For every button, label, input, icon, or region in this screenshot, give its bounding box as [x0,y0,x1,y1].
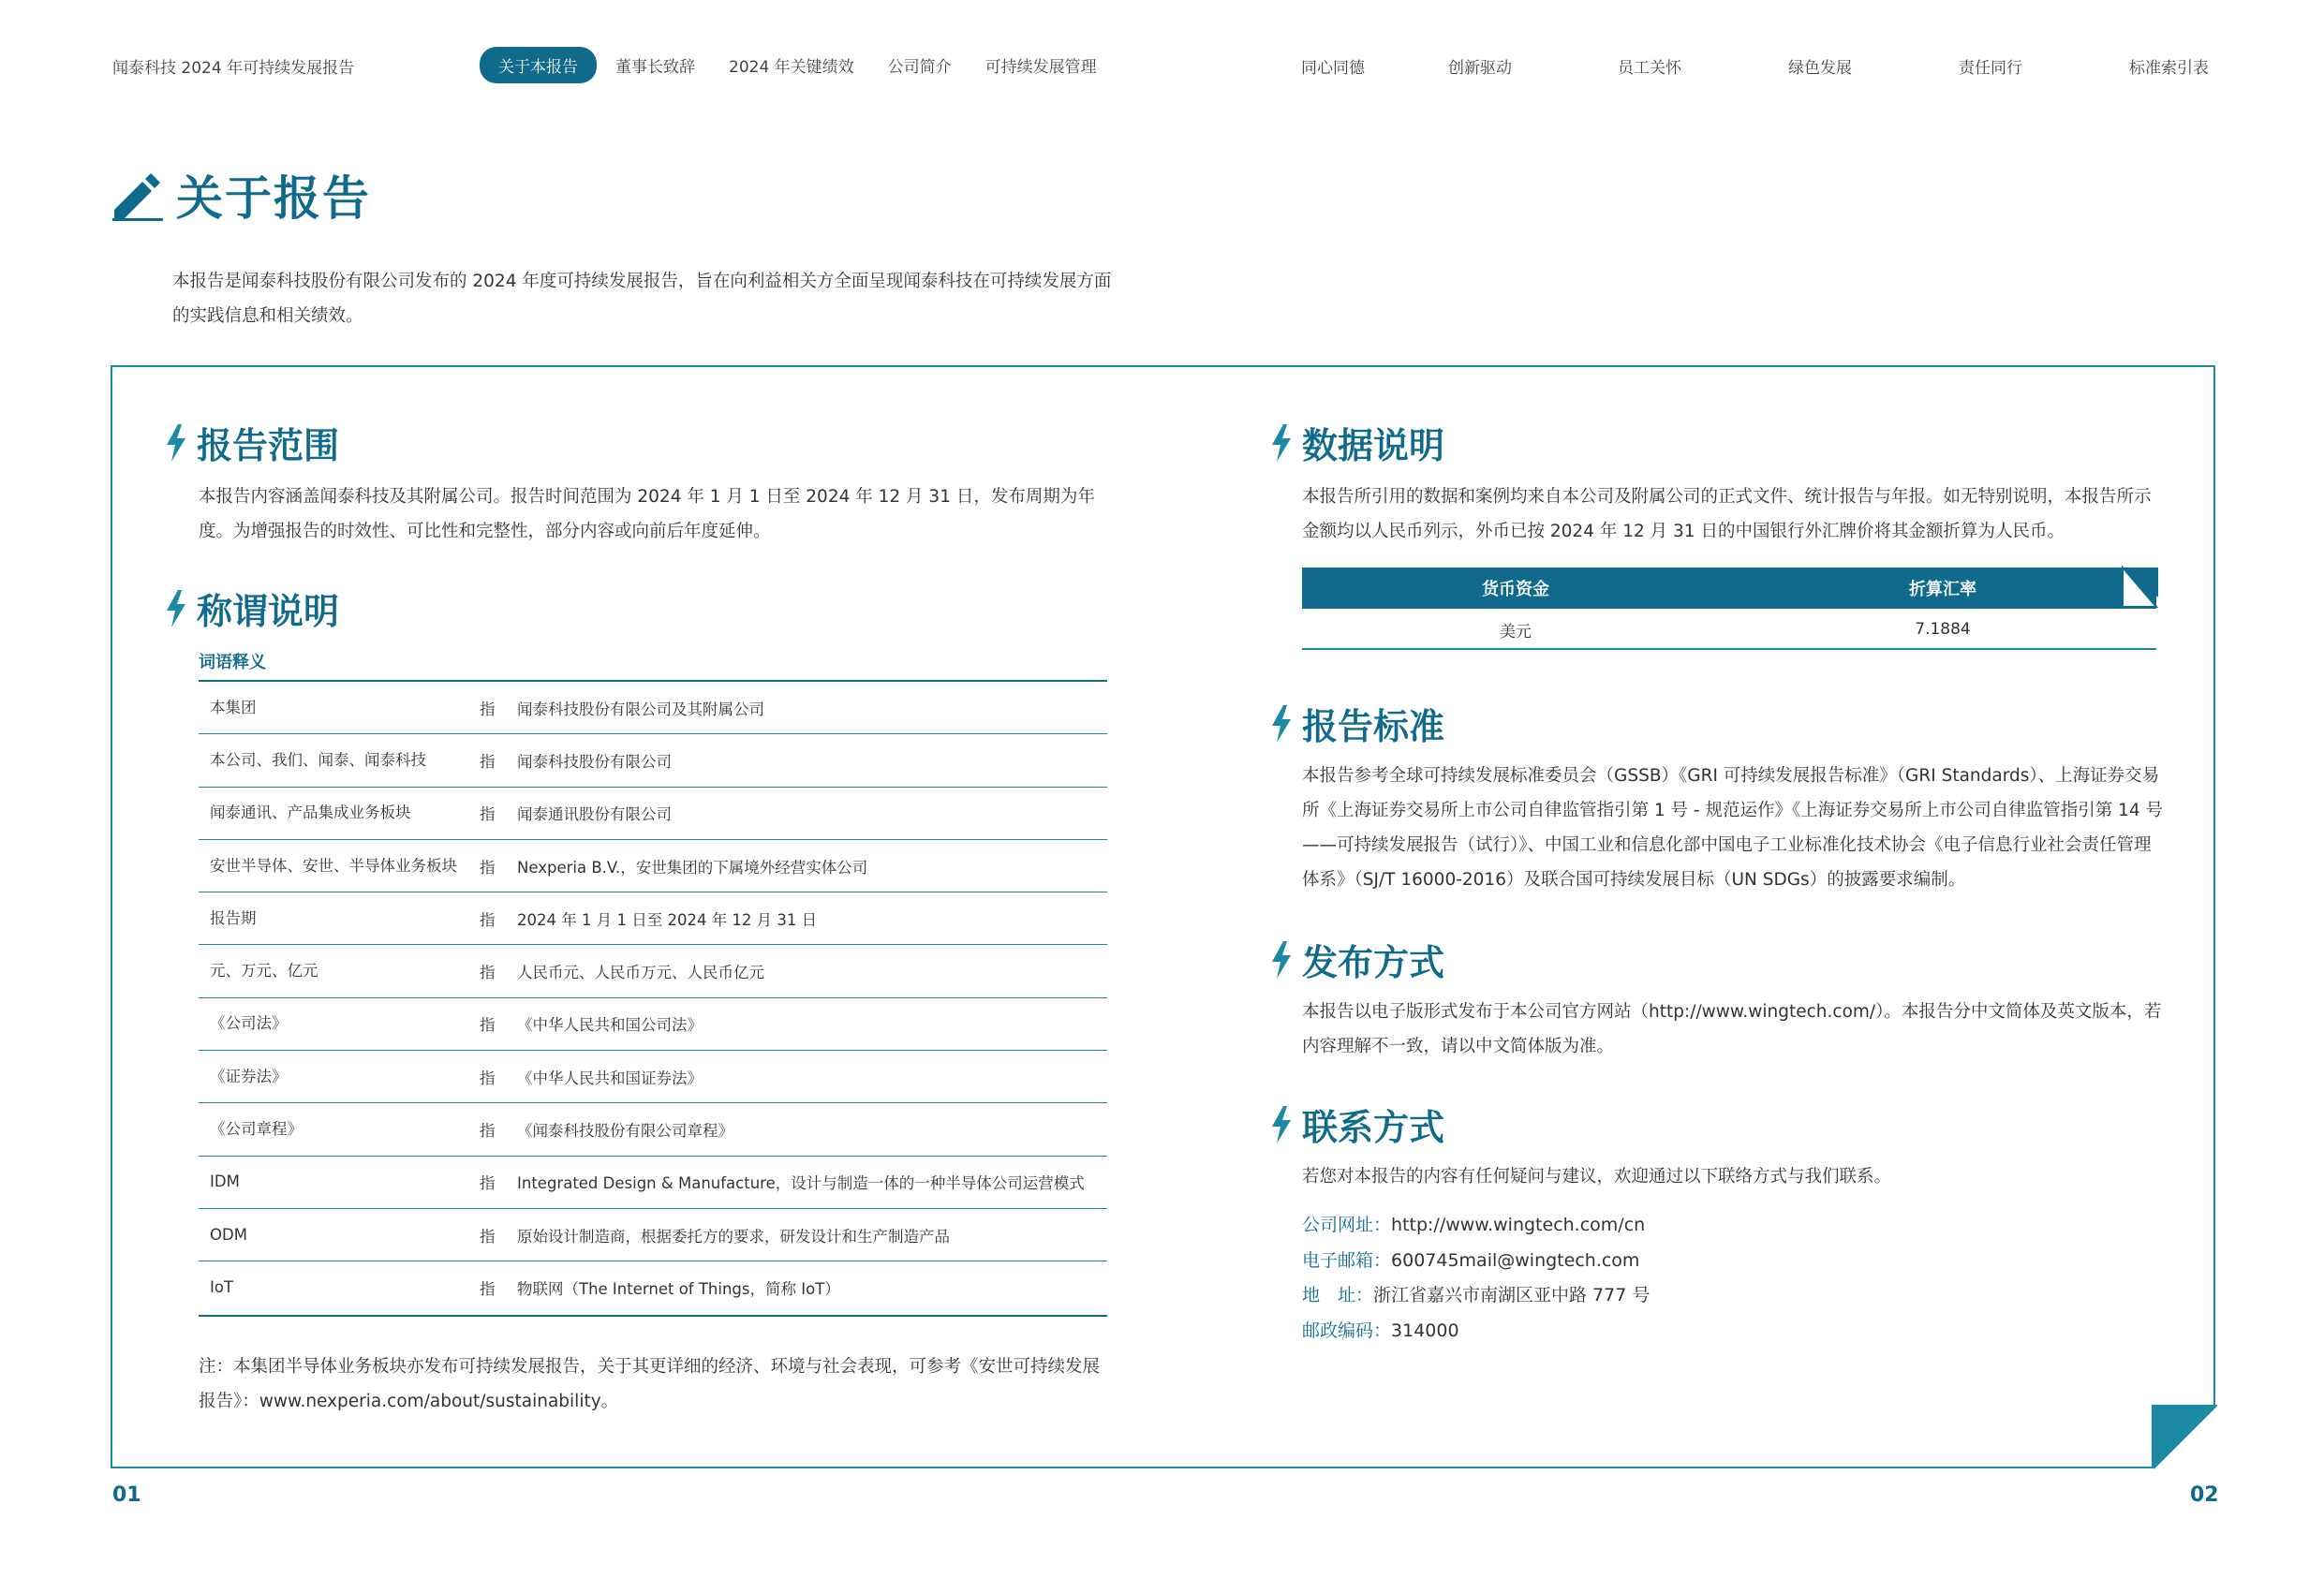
website-link[interactable]: http://www.wingtech.com/cn [1391,1215,1646,1235]
nav-standards-index[interactable]: 标准索引表 [2129,59,2209,78]
data-note-text: 本报告所引用的数据和案例均来自本公司及附属公司的正式文件、统计报告与年报。如无特别说明，本报告所示金额均以人民币列示，外币已按 2024 年 12 月 31 日的中国银行外汇牌价将其金额折算为人民币。 [1302,487,2152,541]
definition-cell: 原始设计制造商，根据委托方的要求，研发设计和生产制造产品 [517,1227,950,1246]
definition-cell: 《中华人民共和国公司法》 [517,1016,703,1035]
table-row [1302,609,2156,650]
refers-cell: 指 [480,964,496,982]
refers-cell: 指 [480,1174,496,1193]
refers-cell: 指 [480,1227,496,1246]
contact-address [1302,1278,1650,1314]
term-cell: 安世半导体、安世、半导体业务板块 [210,856,457,875]
refers-cell: 指 [480,910,496,929]
lightning-bolt-icon [165,590,187,627]
definition-cell: 闻泰科技股份有限公司及其附属公司 [517,700,764,718]
currency-table-header [1302,568,2156,609]
refers-cell: 指 [480,700,496,718]
definition-cell: 《闻泰科技股份有限公司章程》 [517,1122,733,1141]
email-label: 电子邮箱： [1302,1249,1392,1271]
section-standards-label: 报告标准 [1302,706,1445,747]
lightning-bolt-icon [1270,424,1293,462]
section-data-title [1270,417,1444,468]
email-link[interactable]: 600745mail@wingtech.com [1391,1249,1640,1271]
currency-cell: 美元 [1500,622,1532,642]
standards-text: 本报告参考全球可持续发展标准委员会（GSSB）《GRI 可持续发展报告标准》（GRI Standards）、上海证券交易所《上海证券交易所上市公司自律监管指引第 1 号 - 规范运作》《上海证券交易所上市公司自律监管指引第 14 号——可持续发展报告（试行）》、中国工业和信息化部中国电子工业标准化技术协会《电子信息行业社会责任管理体系》（SJ/T 16000-2016）及联合国可持续发展目标（UN SDGs）的披露要求编制。 [1302,766,2164,890]
definition-cell: Nexperia B.V.，安世集团的下属境外经营实体公司 [517,858,868,877]
definition-cell: Integrated Design & Manufacture，设计与制造一体的一种半导体公司运营模式 [517,1174,1085,1193]
nav-left-group [480,47,1131,83]
lightning-bolt-icon [165,424,187,462]
address-value: 浙江省嘉兴市南湖区亚中路 777 号 [1373,1285,1650,1305]
table-row [199,1051,1107,1103]
nav-green-development[interactable]: 绿色发展 [1788,59,1852,78]
table-row [199,998,1107,1051]
section-contact-label: 联系方式 [1302,1107,1445,1148]
table-row [199,1209,1107,1261]
section-contact-title [1270,1099,1444,1150]
contact-text: 若您对本报告的内容有任何疑问与建议，欢迎通过以下联络方式与我们联系。 [1302,1167,1892,1187]
section-publish-title [1270,934,1444,985]
terms-table [199,680,1107,1317]
terms-subtitle: 词语释义 [199,653,266,672]
page-number-left: 01 [112,1483,141,1507]
table-row [199,1103,1107,1156]
scope-text: 本报告内容涵盖闻泰科技及其附属公司。报告时间范围为 2024 年 1 月 1 日至 2024 年 12 月 31 日，发布周期为年度。为增强报告的时效性、可比性和完整性，部分内容或向前后年度延伸。 [199,487,1095,541]
address-label: 地 址： [1302,1285,1374,1305]
nav-innovation[interactable]: 创新驱动 [1448,59,1512,78]
definition-cell: 闻泰科技股份有限公司 [517,752,672,771]
section-terms-title [165,583,339,634]
top-navigation [0,45,2324,82]
page-title: 关于报告 [176,171,371,226]
term-cell: 本集团 [210,698,257,716]
website-label: 公司网址： [1302,1215,1392,1235]
table-row [199,682,1107,734]
postcode-label: 邮政编码： [1302,1320,1392,1341]
definition-cell: 物联网（The Internet of Things，简称 IoT） [517,1280,840,1299]
term-cell: 闻泰通讯、产品集成业务板块 [210,804,411,822]
nav-responsibility[interactable]: 责任同行 [1959,59,2022,78]
term-cell: 《公司章程》 [210,1120,303,1139]
contact-postcode [1302,1314,1650,1349]
term-cell: IoT [210,1278,234,1297]
nav-about-report[interactable]: 关于本报告 [480,47,597,83]
page-number-right: 02 [2190,1483,2219,1507]
table-row [199,734,1107,787]
nav-chairman-letter[interactable]: 董事长致辞 [615,58,695,77]
header-currency: 货币资金 [1482,580,1549,599]
term-cell: 元、万元、亿元 [210,962,318,981]
table-row [199,945,1107,997]
currency-table [1302,568,2156,650]
intro-paragraph: 本报告是闻泰科技股份有限公司发布的 2024 年度可持续发展报告，旨在向利益相关方全面呈现闻泰科技在可持续发展方面的实践信息和相关绩效。 [172,272,1112,326]
refers-cell: 指 [480,1280,496,1299]
section-terms-label: 称谓说明 [197,591,340,632]
refers-cell: 指 [480,1069,496,1087]
term-cell: ODM [210,1225,247,1244]
term-cell: IDM [210,1172,240,1191]
refers-cell: 指 [480,1122,496,1141]
terms-note: 注：本集团半导体业务板块亦发布可持续发展报告，关于其更详细的经济、环境与社会表现，可参考《安世可持续发展报告》：www.nexperia.com/about/sustainability。 [199,1357,1101,1411]
nav-company-profile[interactable]: 公司简介 [887,58,952,77]
nav-sustainability-management[interactable]: 可持续发展管理 [984,58,1097,77]
contact-website [1302,1208,1650,1244]
page-fold-icon [2150,1405,2217,1470]
table-row [199,1261,1107,1314]
term-cell: 报告期 [210,908,257,927]
postcode-value: 314000 [1391,1320,1459,1341]
rate-cell: 7.1884 [1915,620,1971,639]
table-row [199,840,1107,892]
refers-cell: 指 [480,805,496,824]
section-data-label: 数据说明 [1302,425,1445,466]
table-row [199,788,1107,840]
definition-cell: 2024 年 1 月 1 日至 2024 年 12 月 31 日 [517,910,818,929]
contact-email [1302,1244,1650,1279]
section-scope-label: 报告范围 [197,425,340,466]
definition-cell: 人民币元、人民币万元、人民币亿元 [517,964,764,982]
pencil-icon [111,169,165,221]
publish-text: 本报告以电子版形式发布于本公司官方网站（http://www.wingtech.com/）。本报告分中文简体及英文版本，若内容理解不一致，请以中文简体版为准。 [1302,1002,2162,1056]
lightning-bolt-icon [1270,1106,1293,1143]
section-scope-title [165,417,339,468]
nav-tongxin[interactable]: 同心同德 [1301,59,1365,78]
nav-key-performance[interactable]: 2024 年关键绩效 [729,58,854,77]
lightning-bolt-icon [1270,941,1293,979]
refers-cell: 指 [480,1016,496,1035]
definition-cell: 闻泰通讯股份有限公司 [517,805,672,824]
folded-corner-icon [2121,566,2158,609]
header-rate: 折算汇率 [1909,580,1976,599]
contact-list [1302,1208,1650,1349]
term-cell: 《证券法》 [210,1067,288,1085]
term-cell: 本公司、我们、闻泰、闻泰科技 [210,750,426,769]
section-standards-title [1270,698,1444,749]
nav-employee-care[interactable]: 员工关怀 [1618,59,1681,78]
definition-cell: 《中华人民共和国证券法》 [517,1069,703,1087]
table-row [199,1157,1107,1209]
document-title: 闻泰科技 2024 年可持续发展报告 [112,59,355,78]
refers-cell: 指 [480,752,496,771]
section-publish-label: 发布方式 [1302,942,1445,983]
page-heading [111,161,371,229]
table-row [199,892,1107,945]
refers-cell: 指 [480,858,496,877]
term-cell: 《公司法》 [210,1014,288,1033]
lightning-bolt-icon [1270,705,1293,743]
